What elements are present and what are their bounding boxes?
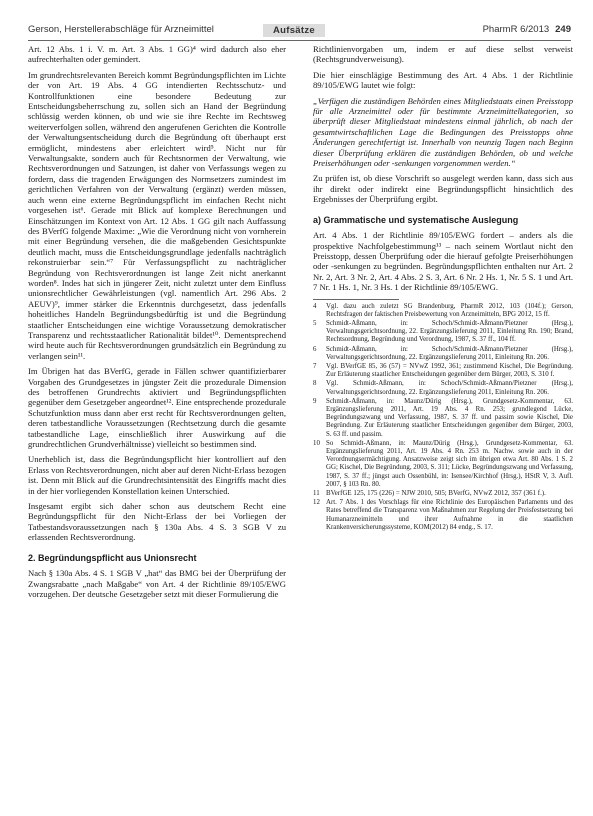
right-column — [313, 44, 573, 533]
footnote — [313, 303, 573, 319]
footnote-text: Schmidt-Aßmann, in: Schoch/Schmidt-Aßmann/Pietzner (Hrsg.), Verwaltungsgerichtsordnung, 22. Ergänzungslieferung 2011, Einleitung Rn. 206. — [326, 345, 573, 361]
paragraph: Im Übrigen hat das BVerfG, gerade in Fällen schwer quantifizierbarer Vorgaben des Grundgesetzes in jüngster Zeit die prozedurale Dimension des betroffenen Grundrechts aktiviert und Begründungspflichten gegenüber dem Gesetzgeber angeordnet¹². Eine entsprechende prozedurale Schutzfunktion muss dann aber erst recht für Rechtsverordnungen gelten, deren tatbestandliche Voraussetzungen (Rechtsetzung durch die gesamte tatbestandliche Lage, einschließlich ihrer Auswirkung auf die grundrechtlichen Grundverhältnisse) vielleicht so bestimmen sind. — [28, 366, 286, 450]
footnote — [313, 380, 573, 396]
footnote — [313, 398, 573, 439]
header-journal: PharmR 6/2013 — [482, 24, 550, 35]
footnote-text: BVerfGE 125, 175 (226) = NJW 2010, 505; BVerfG, NVwZ 2012, 357 (361 f.). — [326, 490, 546, 497]
paragraph: Insgesamt ergibt sich daher schon aus deutschem Recht eine Begründungspflicht für den Nicht-Erlass der bei Vorliegen der Tatbestandsvoraussetzungen nach § 130a Abs. 4 S. 3 SGB V zu erlassenden Rechtsverordnung. — [28, 501, 286, 543]
footnote — [313, 346, 573, 362]
paragraph: Unerheblich ist, dass die Begründungspflicht hier kontrolliert auf den Erlass von Rechtsverordnungen, nicht aber auf deren Nicht-Erlass bezogen ist. Denn mit Blick auf die Grundrechtsintensität des Eingriffs macht dies in der hier vorliegenden Konstellation keinen Unterschied. — [28, 454, 286, 496]
paragraph: Art. 12 Abs. 1 i. V. m. Art. 3 Abs. 1 GG)⁴ wird dadurch also eher aufrechterhalten oder gemindert. — [28, 44, 286, 65]
footnote-text: Schmidt-Aßmann, in: Maunz/Dürig (Hrsg.), Grundgesetz-Kommentar, 63. Ergänzungslieferung 2011, Art. 19 Abs. 4 Rn. 253; grundlegend Lücke, Begründungszwang und Verfassung, 1987, S. 37 ff. und passim sowie Kischel, Die Begründung. Zur Erläuterung staatlicher Entscheidungen gegenüber dem Bürger, 2003, S. 63 ff. und passim. — [326, 397, 573, 438]
footnote-number: 9 — [313, 397, 317, 405]
footnote-number: 6 — [313, 345, 317, 353]
footnote-divider — [313, 299, 399, 300]
left-column — [28, 44, 286, 604]
footnote-number: 12 — [313, 499, 320, 507]
footnote-number: 11 — [313, 490, 320, 497]
footnote-text: Vgl. BVerfGE 85, 36 (57) = NVwZ 1992, 361; zustimmend Kischel, Die Begründung. Zur Erläuterung staatlicher Entscheidungen gegenüber dem Bürger, 2003, S. 310 f. — [326, 362, 573, 379]
header-rule — [28, 40, 571, 41]
footnote-number: 4 — [313, 302, 317, 310]
header-journal-page — [483, 24, 571, 35]
footnote — [313, 440, 573, 489]
footnote-number: 5 — [313, 319, 317, 327]
footnote-number: 8 — [313, 380, 317, 388]
block-quote: „Verfügen die zuständigen Behörden eines Mitgliedstaats einen Preisstopp für alle Arzneimittel oder für bestimmte Arzneimittelkategorien, so überprüft dieser Mitgliedstaat mindestens einmal jährlich, ob nach der gesamtwirtschaftlichen Lage die Bedingungen des Preisstopps ohne Änderungen gerechtfertigt ist. Innerhalb von neunzig Tagen nach Beginn dieser Überprüfung erklären die zuständigen Behörden, ob und welche Preiserhöhungen oder -senkungen vorgenommen werden.“ — [313, 95, 573, 169]
footnotes — [313, 303, 573, 532]
footnote-text: Vgl. Schmidt-Aßmann, in: Schoch/Schmidt-Aßmann/Pietzner (Hrsg.), Verwaltungsgerichtsordnung, 22. Ergänzungslieferung 2011, Einleitung Rn. 206. — [326, 380, 573, 396]
paragraph: Art. 4 Abs. 1 der Richtlinie 89/105/EWG fordert – anders als die prospektive Nachfolgebestimmung¹³ – nach seinem Wortlaut nicht den Preisstopp, dessen Überprüfung oder die hierauf gefolgte Preiserhöhungen oder -senkungen zu begründen. Begründungspflichten enthalten nur Art. 2 Nr. 2, Art. 3 Nr. 2, Art. 4 Abs. 2 S. 3, Art. 6 Nr. 2 Hs. 1, Nr. 5 S. 1 und Art. 7 Nr. 1 Hs. 1, Nr. 3 Hs. 1 der Richtlinie 89/105/EWG. — [313, 230, 573, 293]
footnote — [313, 499, 573, 532]
subsection-heading: a) Grammatische und systematische Auslegung — [313, 214, 519, 225]
running-header — [28, 24, 571, 38]
footnote-text: Art. 7 Abs. 1 des Vorschlags für eine Richtlinie des Europäischen Parlaments und des Rates betreffend die Transparenz von Maßnahmen zur Regelung der Preisfestsetzung bei Humanarzneimitteln und ihrer Aufnahme in die staatlichen Krankenversicherungssysteme, KOM(2012) 84 endg., S. 17. — [326, 499, 573, 531]
paragraph: Nach § 130a Abs. 4 S. 1 SGB V „hat“ das BMG bei der Überprüfung der Zwangsrabatte „nach Maßgabe“ von Art. 4 der Richtlinie 89/105/EWG vorzugehen. Der deutsche Gesetzgeber setzt mit dieser Formulierung die — [28, 568, 286, 599]
footnote-number: 7 — [313, 362, 317, 370]
footnote-text: Vgl. dazu auch zuletzt SG Brandenburg, PharmR 2012, 103 (104f.); Gerson, Rechtsfragen der faktischen Preisbewertung von Arzneimitteln, BPG 2012, 15 ff. — [326, 302, 573, 318]
page-number: 249 — [555, 24, 571, 35]
header-section-label: Aufsätze — [263, 24, 325, 37]
paragraph: Die hier einschlägige Bestimmung des Art. 4 Abs. 1 der Richtlinie 89/105/EWG lautet wie folgt: — [313, 69, 573, 91]
footnote — [313, 490, 573, 498]
footnote-text: Schmidt-Aßmann, in: Schoch/Schmidt-Aßmann/Pietzner (Hrsg.), Verwaltungsgerichtsordnung, 22. Ergänzungslieferung 2011, Einleitung Rn. 190; Brand, Rechtsordnung, Begründung und Verordnung, 1987, S. 37 ff., 104 ff. — [326, 319, 573, 344]
footnote-number: 10 — [313, 439, 320, 447]
paragraph: Zu prüfen ist, ob diese Vorschrift so ausgelegt werden kann, dass sich aus ihr direkt oder indirekt eine Begründungspflicht hinsichtlich des Ergebnisses der Überprüfung ergibt. — [313, 173, 573, 205]
section-heading: 2. Begründungspflicht aus Unionsrecht — [28, 552, 197, 563]
footnote — [313, 320, 573, 345]
paragraph: Richtlinienvorgaben um, indem er auf diese selbst verweist (Rechtsgrundverweisung). — [313, 44, 573, 65]
footnote-text: So Schmidt-Aßmann, in: Maunz/Dürig (Hrsg.), Grundgesetz-Kommentar, 63. Ergänzungslieferung 2011, Art. 19 Abs. 4 Rn. 253 m. Nachw. sowie auch in der Verordnungsermächtigung. Ansatzweise zeigt sich im übrigen etwa Art. 80 Abs. 1 S. 2 GG; Kischel, Die Begründung, 2003, S. 311; Lücke, Begründungszwang und Verfassung, 1987, S. 37 ff.; jüngst auch Ossenbühl, in: Isensee/Kirchhof (Hrsg.), HStR V, 3. Aufl. 2007, § 103 Rn. 80. — [326, 439, 573, 488]
paragraph: Im grundrechtsrelevanten Bereich kommt Begründungspflichten im Lichte der von Art. 19 Abs. 4 GG intendierten Rechtsschutz- und Kontrollfunktionen eine besondere Bedeutung zur Entscheidungsbeherrschung zu, sollen sich an Hand der Begründung schlüssig werden können, ob und wie sie ihre Rechte im Rechtsweg weiterverfolgen sollen, während den angerufenen Gerichten die Kontrolle der Verwaltungsentscheidung durch die Begründung oft überhaupt erst ermöglicht, mindestens aber erleichtert wird⁵. Nicht nur für Verwaltungsakte, sondern auch für Rechtsnormen der Verwaltung, wie Rechtsverordnungen und Satzungen, ist daher von Verfassungs wegen zu fordern, dass die tragenden Erwägungen des Normsetzers zumindest im gerichtlichen Verfahren von der Verwaltung (ergänzt) werden müssen, auch wenn eine externe Begründungspflicht im einfachen Recht nicht vorgesehen ist⁶. Gerade mit Blick auf komplexe Berechnungen und Einschätzungen im Kontext von Art. 12 Abs. 1 GG gilt nach Auffassung des BVerfG folgende Maxime: „Wie die Verordnung nicht von vornherein mit einer Begründung versehen, die die maßgebenden Gesichtspunkte deutlich macht, muss die Entscheidungsgrundlage jedenfalls nachträglich rekonstruierbar sein.“⁷ Für Verfassungspflicht zu nachträglicher Begründung von Rechtsverordnungen ist lange Zeit nicht anerkannt worden⁸. Indes hat sich in jüngerer Zeit, nicht zuletzt unter dem Einfluss unionsrechtlicher Gewährleistungen (vgl. namentlich Art. 296 Abs. 2 AEUV)⁹, immer stärker die Erkenntnis durchgesetzt, dass jedenfalls hoheitliches Handeln Begründungsbedürftig ist und die Begründung staatlicher Entscheidungen eine wichtige Voraussetzung demokratischer Transparenz und rechtsstaatlicher Rationalität bildet¹⁰. Dementsprechend wird heute auch für Rechtsverordnungen grundsätzlich ein Begründung zu verlangen sein¹¹. — [28, 69, 286, 361]
footnote — [313, 363, 573, 379]
header-author-title: Gerson, Herstellerabschläge für Arzneimittel — [28, 24, 214, 35]
